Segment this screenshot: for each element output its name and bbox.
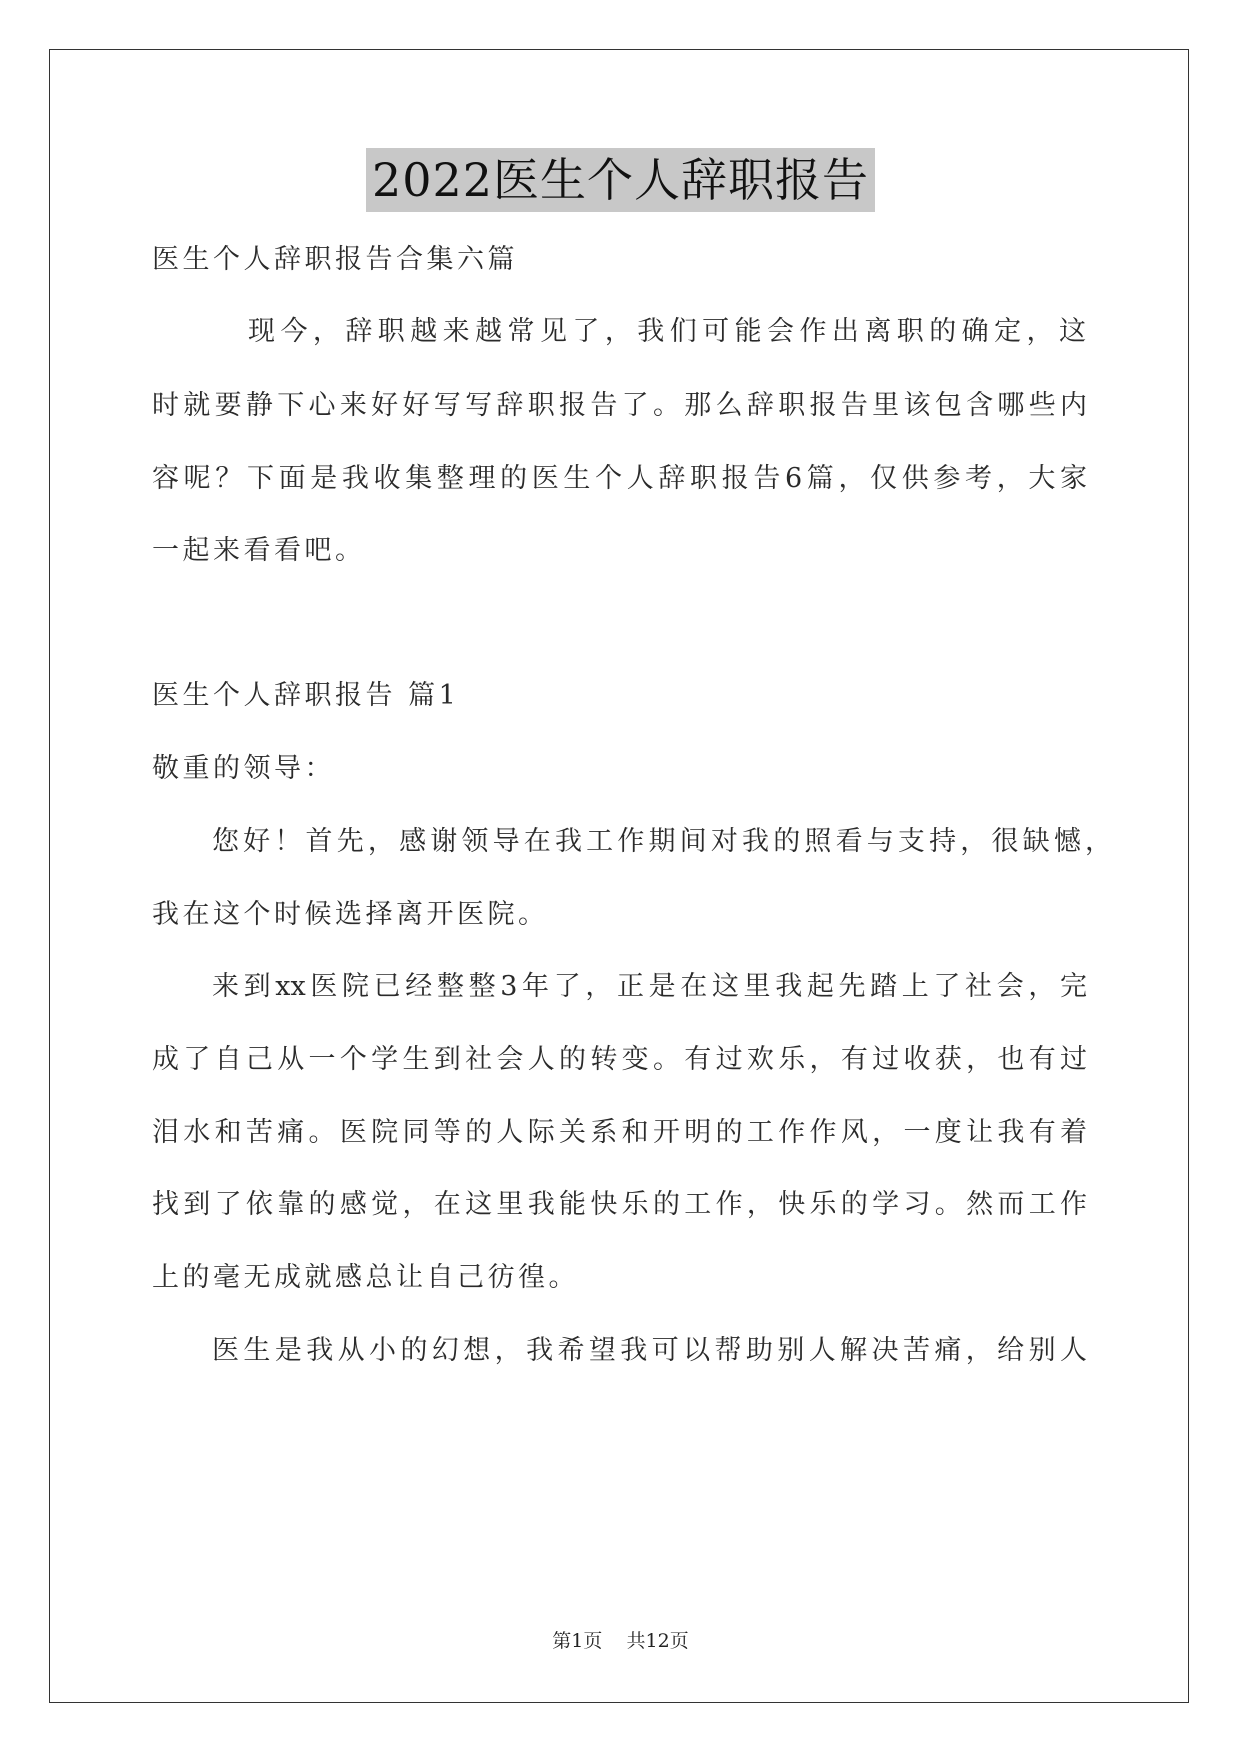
intro-line: 一起来看看吧。 bbox=[152, 535, 366, 566]
page-border bbox=[49, 49, 1189, 1703]
body-line: 找到了依靠的感觉，在这里我能快乐的工作，快乐的学习。然而工作 bbox=[152, 1189, 1087, 1220]
title-block bbox=[0, 148, 1241, 212]
intro-line: 时就要静下心来好好写写辞职报告了。那么辞职报告里该包含哪些内 bbox=[152, 390, 1087, 421]
body-line: 来到xx医院已经整整3年了，正是在这里我起先踏上了社会，完 bbox=[212, 971, 1087, 1002]
body-line: 我在这个时候选择离开医院。 bbox=[152, 899, 549, 930]
page-footer: 第1页 共12页 bbox=[552, 1630, 689, 1652]
body-line: 上的毫无成就感总让自己彷徨。 bbox=[152, 1262, 579, 1293]
intro-line: 现今，辞职越来越常见了，我们可能会作出离职的确定，这 bbox=[248, 316, 1086, 347]
body-line: 成了自己从一个学生到社会人的转变。有过欢乐，有过收获，也有过 bbox=[152, 1044, 1087, 1075]
body-line: 泪水和苦痛。医院同等的人际关系和开明的工作作风，一度让我有着 bbox=[152, 1117, 1087, 1148]
document-title: 2022医生个人辞职报告 bbox=[366, 148, 875, 212]
intro-line: 容呢？下面是我收集整理的医生个人辞职报告6篇，仅供参考，大家 bbox=[152, 463, 1087, 494]
document-subtitle: 医生个人辞职报告合集六篇 bbox=[152, 244, 518, 275]
salutation: 敬重的领导： bbox=[152, 753, 335, 784]
body-line: 您好！首先，感谢领导在我工作期间对我的照看与支持，很缺憾， bbox=[212, 826, 1112, 857]
section-heading: 医生个人辞职报告 篇1 bbox=[152, 680, 460, 711]
body-line: 医生是我从小的幻想，我希望我可以帮助别人解决苦痛，给别人 bbox=[212, 1335, 1087, 1366]
